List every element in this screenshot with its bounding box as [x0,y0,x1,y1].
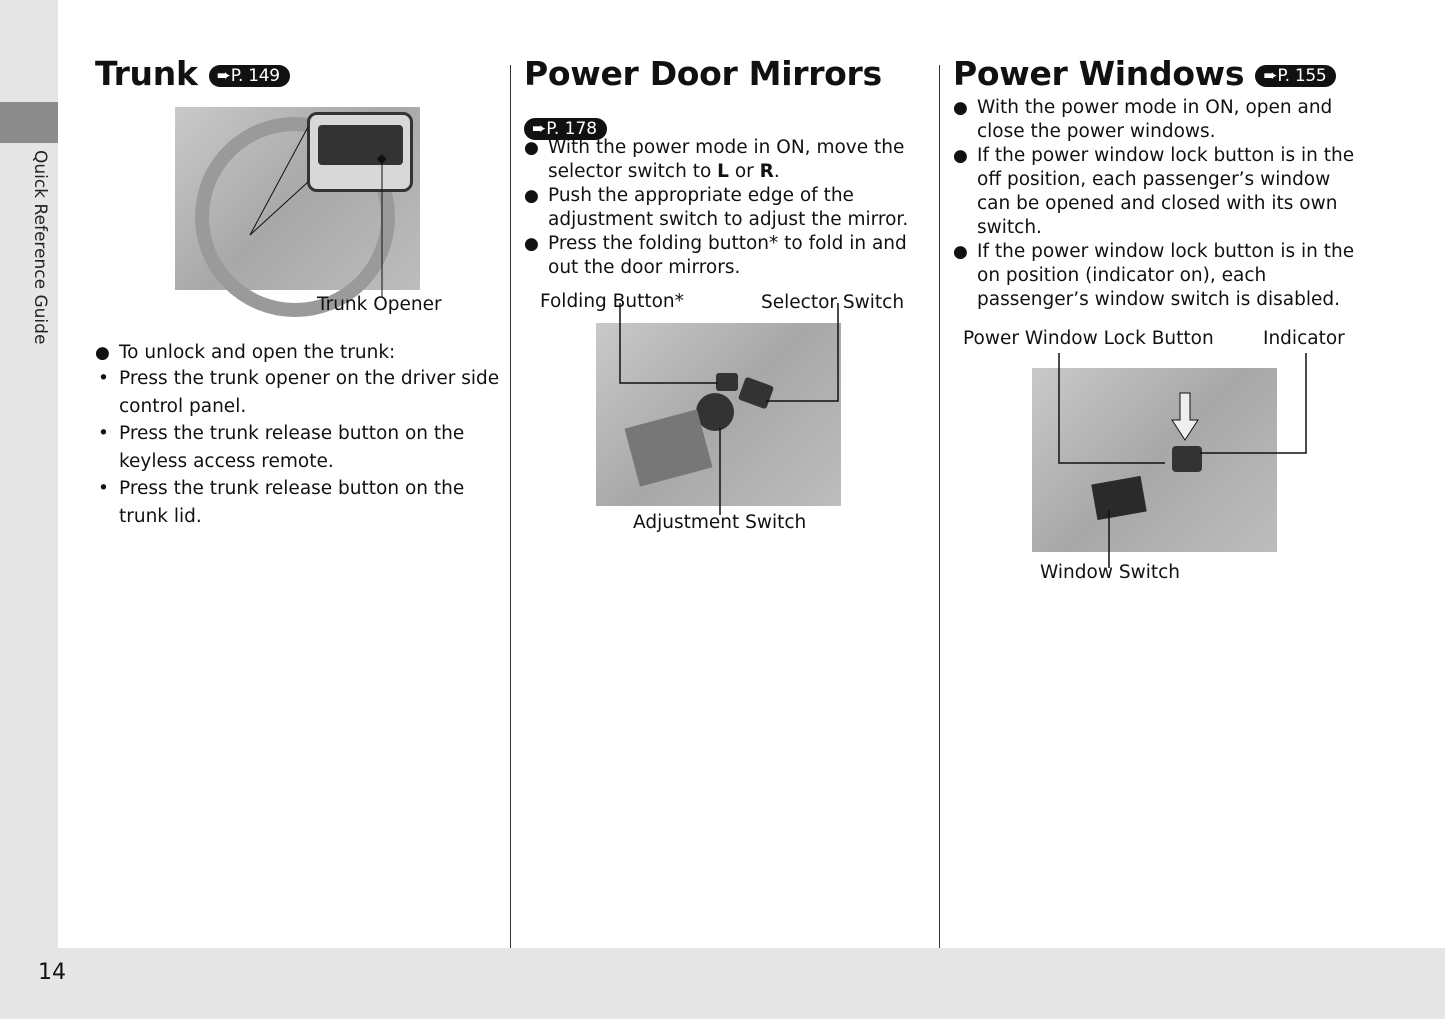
list-item: ● If the power window lock button is in the on position (indicator on), each passenger’s window switch is disabled. [953,240,1358,312]
selector-switch-label: Selector Switch [761,292,905,313]
list-item: • Press the trunk release button on the trunk lid. [95,475,500,530]
heading-text: Power Windows [953,54,1245,93]
folding-button-label: Folding Button* [540,291,684,312]
column-divider [510,65,511,948]
list-item: ● To unlock and open the trunk: [95,341,500,365]
column-divider [939,65,940,948]
lock-button-label: Power Window Lock Button [963,328,1214,349]
list-item: ● Push the appropriate edge of the adjustment switch to adjust the mirror. [524,184,919,232]
mirror-switch-photo [596,323,841,506]
trunk-photo [175,107,420,290]
window-switch-label: Window Switch [1040,562,1180,583]
list-item: • Press the trunk release button on the keyless access remote. [95,420,500,475]
page-number: 14 [38,960,66,985]
list-item: ● Press the folding button* to fold in and out the door mirrors. [524,232,919,280]
page-ref-link[interactable]: ➨P. 149 [209,65,290,87]
adjustment-switch-label: Adjustment Switch [633,512,807,533]
section-tab[interactable] [0,102,58,143]
ref-text: P. 178 [546,118,598,139]
list-item: ● If the power window lock button is in the off position, each passenger’s window can be opened and closed with its own switch. [953,144,1358,240]
list-item: • Press the trunk opener on the driver side control panel. [95,365,500,420]
list-item: ● With the power mode in ON, open and close the power windows. [953,96,1358,144]
trunk-heading [95,54,290,93]
mirrors-heading: Power Door Mirrors [524,54,882,93]
trunk-opener-label: Trunk Opener [317,294,442,315]
page-ref-link[interactable]: ➨P. 155 [1255,65,1336,87]
window-switch-photo [1032,368,1277,552]
page-ref-link[interactable]: ➨P. 178 [524,118,607,140]
indicator-label: Indicator [1263,328,1345,349]
heading-text: Trunk [95,54,198,93]
windows-heading [953,54,1336,93]
section-label: Quick Reference Guide [30,150,50,345]
list-item: ● With the power mode in ON, move the selector switch to L or R. [524,136,919,184]
ref-text: P. 155 [1277,65,1327,86]
ref-text: P. 149 [230,65,280,86]
footer [0,948,1445,1019]
